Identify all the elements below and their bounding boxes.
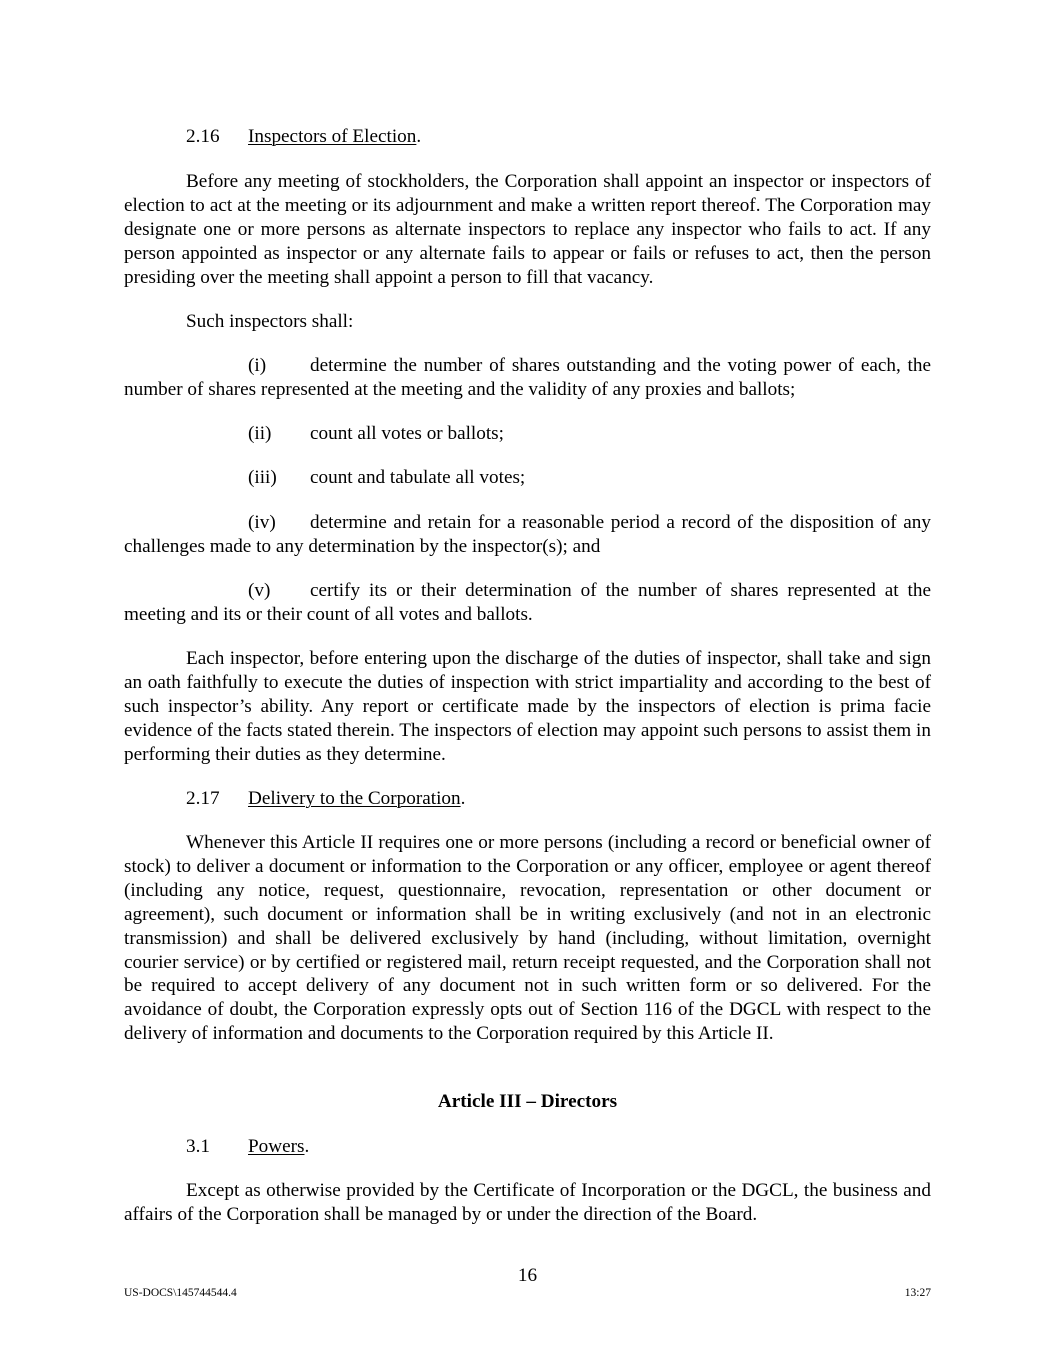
- section-2-16-intro: Such inspectors shall:: [186, 311, 354, 332]
- list-item-label: (iii): [248, 467, 277, 488]
- section-number: 3.1: [186, 1136, 210, 1157]
- section-title-suffix: .: [304, 1136, 310, 1157]
- section-number: 2.16: [186, 126, 220, 147]
- section-title-suffix: .: [460, 788, 466, 809]
- document-id: US-DOCS\145744544.4: [124, 1287, 237, 1299]
- list-item-text: determine the number of shares outstanding and the voting power of each, the number of shares represented at the meeting and the validity of any proxies and ballots;: [124, 355, 931, 400]
- section-2-17-heading: [186, 787, 465, 811]
- list-item-text: certify its or their determination of the number of shares represented at the meeting and its or their count of all votes and ballots.: [124, 580, 931, 625]
- list-item-iii: [124, 466, 931, 490]
- section-number: 2.17: [186, 788, 220, 809]
- section-2-17-paragraph-1: Whenever this Article II requires one or more persons (including a record or beneficial owner of stock) to deliver a document or information to the Corporation or any officer, employee or agent thereof (including any notice, request, questionnaire, revocation, representation or other document or agreement), such document or information shall be in writing exclusively (and not in an electronic transmission) and shall be delivered exclusively by hand (including, without limitation, overnight courier service) or by certified or registered mail, return receipt requested, and the Corporation shall not be required to accept delivery of any document not in such written form or so delivered. For the avoidance of doubt, the Corporation expressly opts out of Section 116 of the DGCL with respect to the delivery of information and documents to the Corporation required by this Article II.: [124, 832, 931, 1045]
- list-item-i: [124, 354, 931, 402]
- list-item-label: (ii): [248, 423, 272, 444]
- section-title: Inspectors of Election: [248, 126, 417, 147]
- list-item-text: count and tabulate all votes;: [310, 467, 526, 488]
- list-item-ii: [124, 422, 931, 446]
- list-item-v: [124, 579, 931, 627]
- list-item-label: (i): [248, 355, 267, 376]
- section-2-16-paragraph-1: Before any meeting of stockholders, the Corporation shall appoint an inspector or inspectors of election to act at the meeting or its adjournment and make a written report thereof. The Corporation may designate one or more persons as alternate inspectors to replace any inspector who fails to act. If any person appointed as inspector or any alternate fails to appear or fails or refuses to act, then the person presiding over the meeting shall appoint a person to fill that vacancy.: [124, 171, 931, 288]
- list-item-text: count all votes or ballots;: [310, 423, 504, 444]
- section-3-1-heading: [186, 1135, 309, 1159]
- section-title-suffix: .: [416, 126, 422, 147]
- section-2-16-paragraph-2: Each inspector, before entering upon the discharge of the duties of inspector, shall take and sign an oath faithfully to execute the duties of inspection with strict impartiality and according to the best of such inspector’s ability. Any report or certificate made by the inspectors of election is prima facie evidence of the facts stated therein. The inspectors of election may appoint such persons to assist them in performing their duties as they determine.: [124, 648, 931, 765]
- page-number: 16: [517, 1265, 538, 1286]
- section-2-16-heading: [186, 125, 421, 149]
- section-title: Delivery to the Corporation: [248, 788, 461, 809]
- document-time: 13:27: [904, 1287, 931, 1299]
- list-item-iv: [124, 511, 931, 559]
- section-3-1-paragraph-1: Except as otherwise provided by the Certificate of Incorporation or the DGCL, the business and affairs of the Corporation shall be managed by or under the direction of the Board.: [124, 1180, 931, 1225]
- list-item-text: determine and retain for a reasonable period a record of the disposition of any challenges made to any determination by the inspector(s); and: [124, 512, 931, 557]
- article-heading: Article III – Directors: [437, 1091, 618, 1112]
- section-title: Powers: [248, 1136, 305, 1157]
- list-item-label: (iv): [248, 512, 276, 533]
- list-item-label: (v): [248, 580, 271, 601]
